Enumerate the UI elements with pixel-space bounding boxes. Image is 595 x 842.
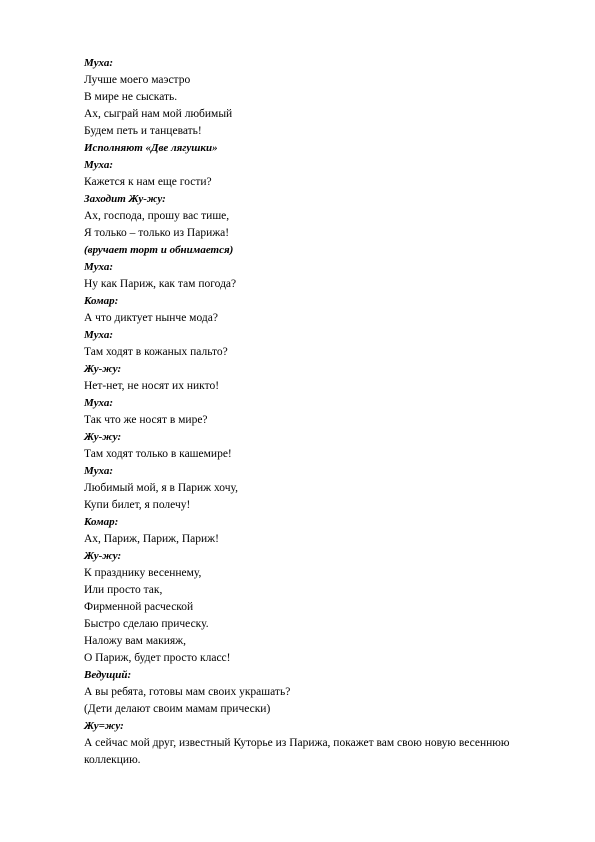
text-line: Наложу вам макияж, xyxy=(84,635,186,647)
text-line: Фирменной расческой xyxy=(84,601,194,613)
speaker-label: Жу=жу: xyxy=(84,720,124,732)
text-line: Там ходят только в кашемире! xyxy=(84,448,232,460)
text-line: Купи билет, я полечу! xyxy=(84,499,191,511)
text-line: В мире не сыскать. xyxy=(84,91,178,103)
text-line: Будем петь и танцевать! xyxy=(84,125,202,137)
stage-direction: (вручает торт и обнимается) xyxy=(84,244,234,256)
text-line: Ах, Париж, Париж, Париж! xyxy=(84,533,219,545)
text-line: А что диктует нынче мода? xyxy=(84,312,218,324)
text-line: А вы ребята, готовы мам своих украшать? xyxy=(84,686,291,698)
text-line: Там ходят в кожаных пальто? xyxy=(84,346,228,358)
document-page xyxy=(84,55,544,769)
speaker-label: Жу-жу: xyxy=(84,550,122,562)
text-line: (Дети делают своим мамам прически) xyxy=(84,703,271,715)
speaker-label: Комар: xyxy=(84,516,119,528)
speaker-label: Муха: xyxy=(84,465,114,477)
stage-direction: Заходит Жу-жу: xyxy=(84,193,166,205)
speaker-label: Ведущий: xyxy=(84,669,132,681)
speaker-label: Муха: xyxy=(84,261,114,273)
text-line: К празднику весеннему, xyxy=(84,567,202,579)
speaker-label: Муха: xyxy=(84,159,114,171)
text-line: Ну как Париж, как там погода? xyxy=(84,278,237,290)
speaker-label: Жу-жу: xyxy=(84,431,122,443)
speaker-label: Муха: xyxy=(84,329,114,341)
text-line: О Париж, будет просто класс! xyxy=(84,652,231,664)
text-line: Кажется к нам еще гости? xyxy=(84,176,212,188)
text-line: Любимый мой, я в Париж хочу, xyxy=(84,482,238,494)
text-line: Быстро сделаю прическу. xyxy=(84,618,209,630)
stage-direction: Исполняют «Две лягушки» xyxy=(84,142,218,154)
text-line: Ах, господа, прошу вас тише, xyxy=(84,210,230,222)
text-paragraph: А сейчас мой друг, известный Куторье из Парижа, покажет вам свою новую весеннюю коллекцию. xyxy=(84,737,510,766)
text-line: Так что же носят в мире? xyxy=(84,414,208,426)
text-line: Нет-нет, не носят их никто! xyxy=(84,380,220,392)
speaker-label: Муха: xyxy=(84,397,114,409)
text-line: Я только – только из Парижа! xyxy=(84,227,230,239)
speaker-label: Комар: xyxy=(84,295,119,307)
speaker-label: Муха: xyxy=(84,57,114,69)
speaker-label: Жу-жу: xyxy=(84,363,122,375)
text-line: Лучше моего маэстро xyxy=(84,74,191,86)
text-line: Или просто так, xyxy=(84,584,163,596)
text-line: Ах, сыграй нам мой любимый xyxy=(84,108,233,120)
